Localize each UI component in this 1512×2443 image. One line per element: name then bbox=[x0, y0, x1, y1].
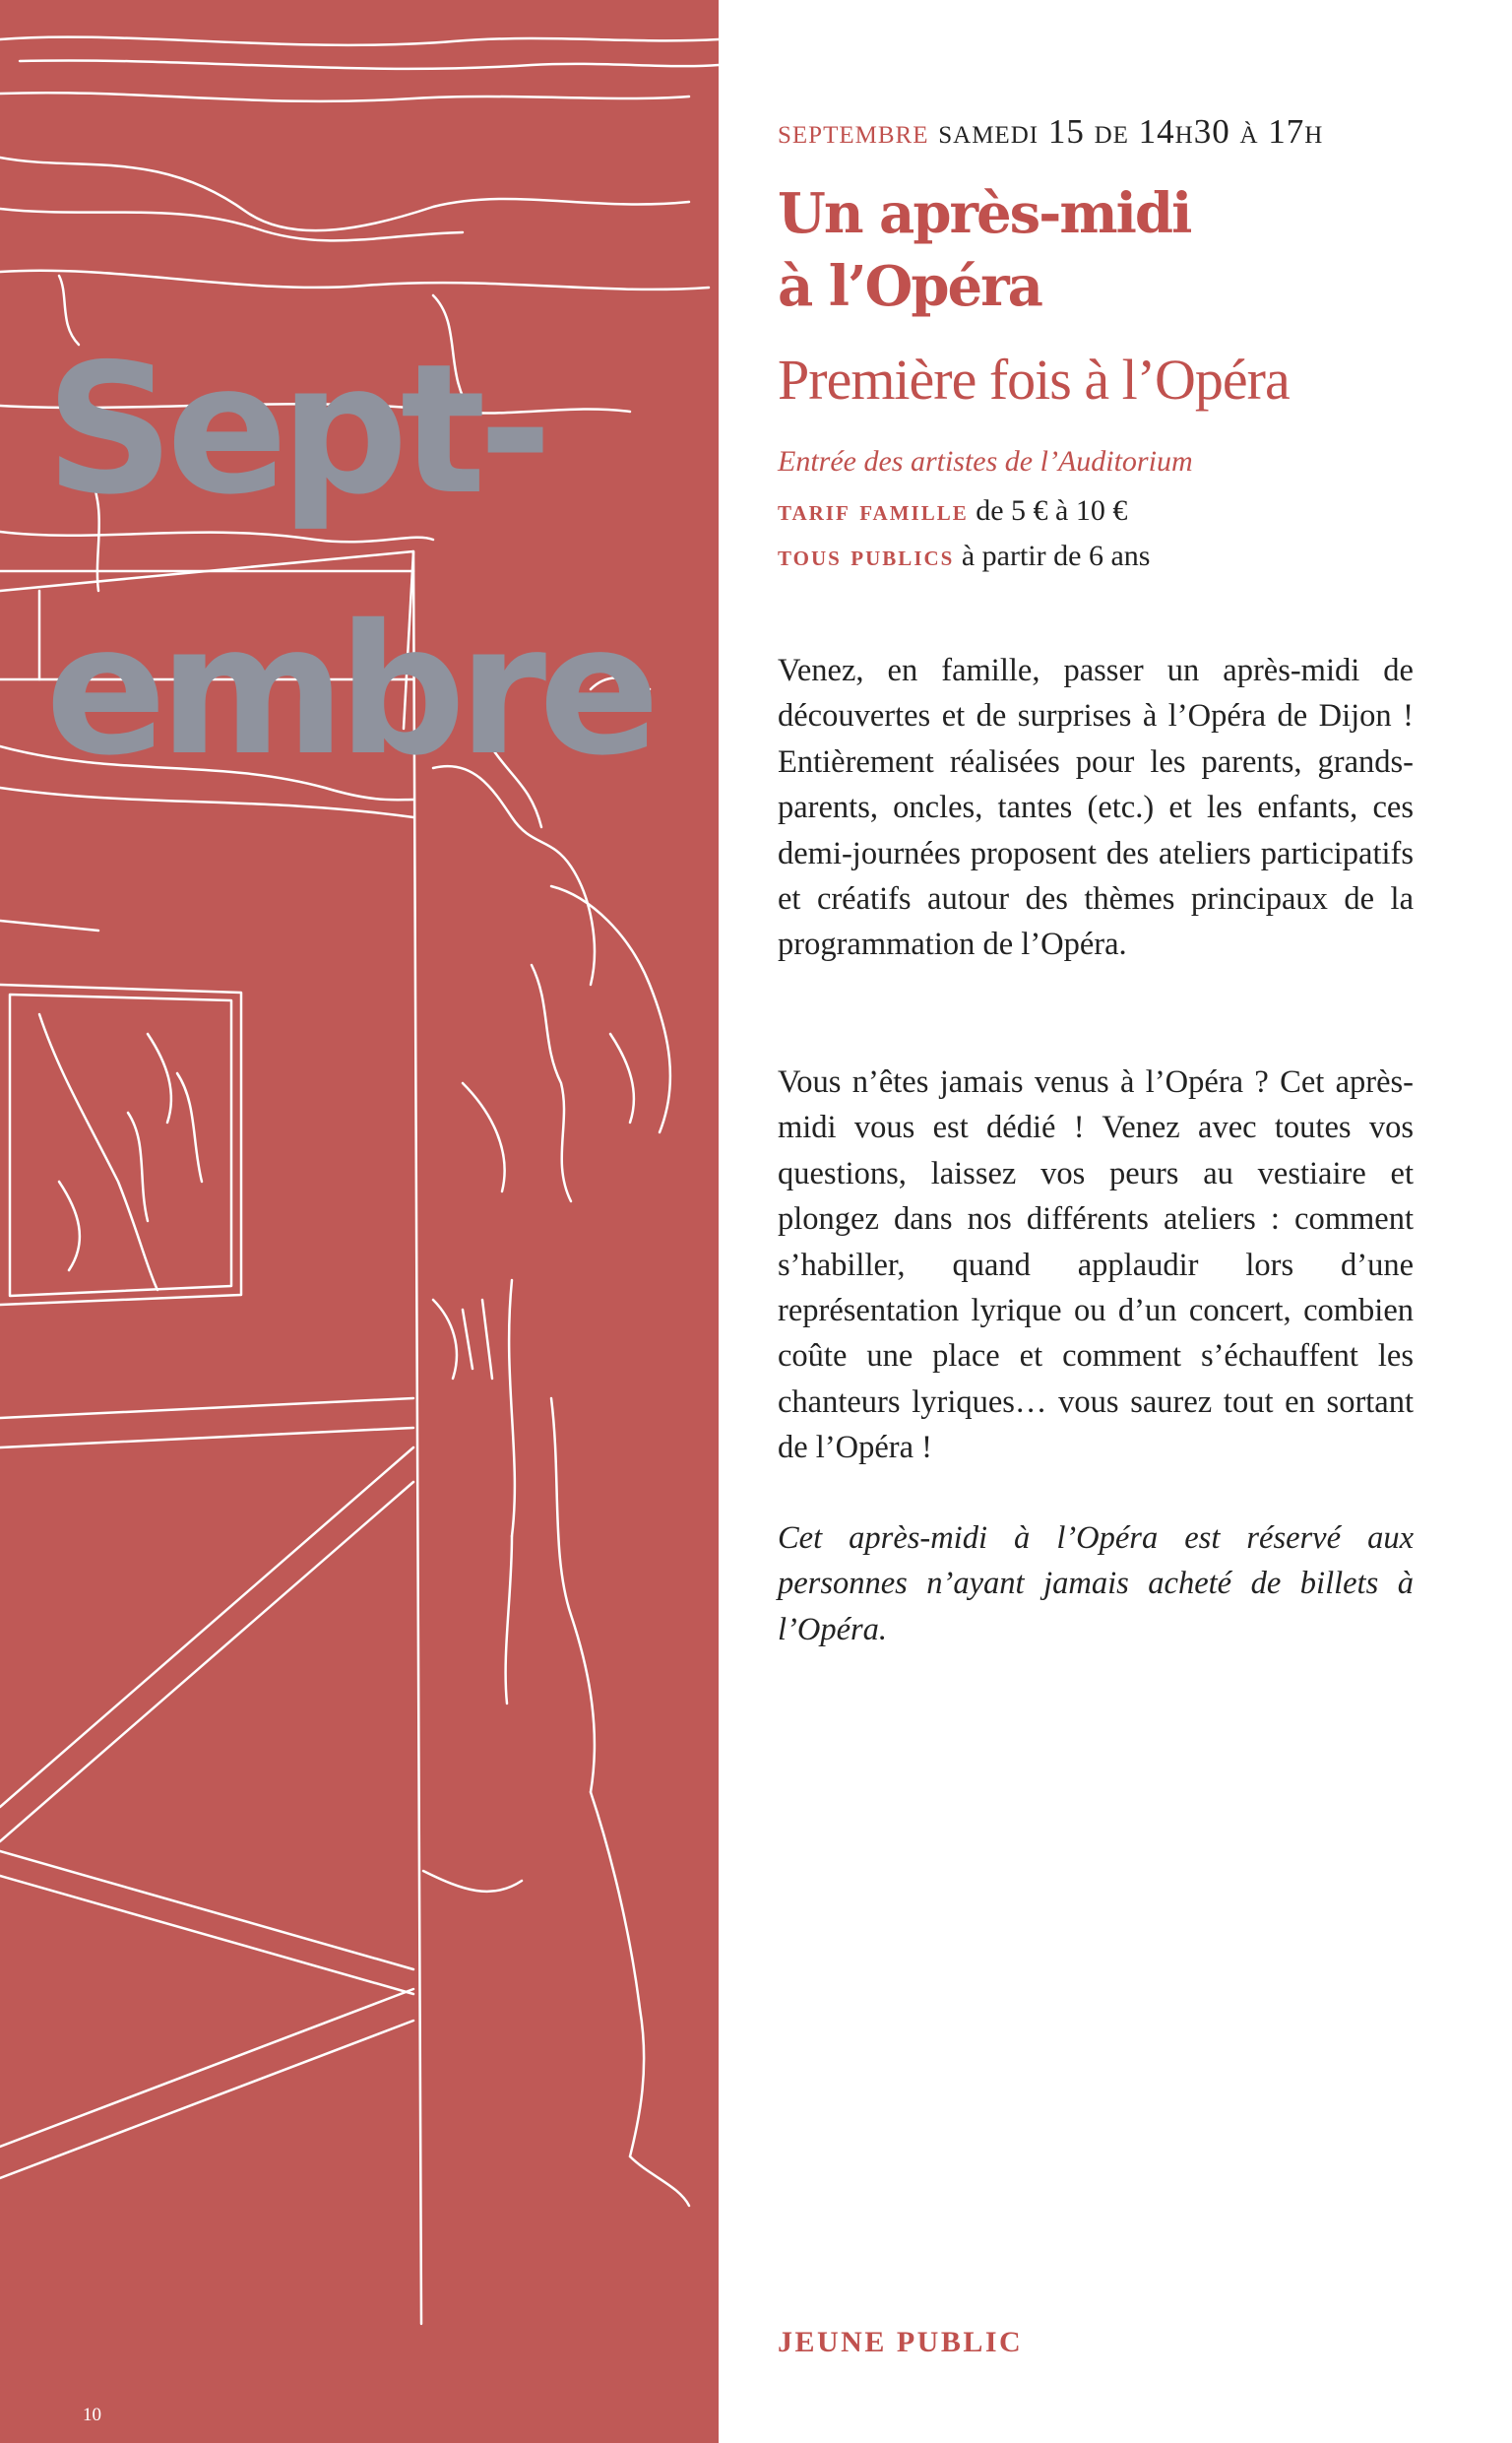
event-date bbox=[778, 112, 1323, 152]
tarif-info bbox=[778, 494, 1127, 528]
eligibility-note: Cet après-midi à l’Opéra est réservé aux personnes n’ayant jamais acheté de billets à l’Opéra. bbox=[778, 1520, 1414, 1647]
audience-info bbox=[778, 540, 1150, 573]
event-date-details: samedi 15 de 14h30 à 17h bbox=[938, 112, 1324, 151]
audience-label: tous publics bbox=[778, 540, 955, 572]
event-title-line-1: Un après-midi bbox=[778, 181, 1191, 246]
event-venue: Entrée des artistes de l’Auditorium bbox=[778, 445, 1193, 478]
event-date-month: septembre bbox=[778, 112, 929, 151]
tarif-label: tarif famille bbox=[778, 494, 969, 527]
event-subtitle: Première fois à l’Opéra bbox=[778, 348, 1290, 412]
category-label: JEUNE PUBLIC bbox=[778, 2326, 1024, 2358]
description-paragraph-1: Venez, en famille, passer un après-midi de découvertes et de surprises à l’Opéra de Dijon ! Entièrement réalisées pour les parents, grands-parents, oncles, tantes (etc.) et les enfants, ces demi-journées proposent des ateliers participatifs et créatifs autour des thèmes principaux de la programmation de l’Opéra. bbox=[778, 653, 1414, 963]
month-heading-line-2: embre bbox=[45, 586, 653, 795]
event-title bbox=[778, 177, 1414, 323]
month-heading-line-1: Sept- bbox=[45, 325, 545, 534]
audience-value: à partir de 6 ans bbox=[961, 540, 1151, 572]
event-title-line-2: à l’Opéra bbox=[778, 254, 1041, 319]
tarif-value: de 5 € à 10 € bbox=[976, 494, 1128, 527]
description-paragraph-2: Vous n’êtes jamais venus à l’Opéra ? Cet après-midi vous est dédié ! Venez avec toutes vos questions, laissez vos peurs au vestiaire et plongez dans nos différents ateliers : comment s’habiller, quand applaudir lors d’une représentation lyrique ou d’un concert, combien coûte une place et comment s’échauffent les chanteurs lyriques… vous saurez tout en sortant de l’Opéra ! bbox=[778, 1064, 1414, 1466]
sidebar-panel bbox=[0, 0, 719, 2443]
page-number: 10 bbox=[83, 2405, 101, 2425]
